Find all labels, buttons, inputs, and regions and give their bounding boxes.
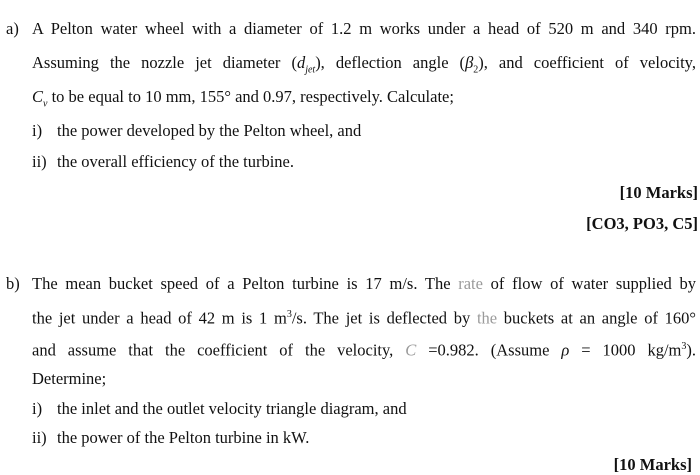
question-a-label: a) [6, 19, 19, 38]
question-b-item-2-num: ii) [32, 428, 47, 447]
question-a-line-1: A Pelton water wheel with a diameter of 1.2 m works under a head of 520 m and 340 rpm. [32, 19, 696, 38]
question-b-line-1: The mean bucket speed of a Pelton turbine is 17 m/s. The rate of flow of water supplied by [32, 274, 697, 293]
question-a-item-1-num: i) [32, 121, 43, 140]
question-a-item-2-text: the overall efficiency of the turbine. [57, 152, 295, 171]
question-b-line-3: and assume that the coefficient of the velocity, C =0.982. (Assume ρ = 1000 $kg/m^3$). [32, 340, 696, 360]
question-b-item-2-text: the power of the Pelton turbine in kW. [57, 428, 310, 447]
question-b-item-1-text: the inlet and the outlet velocity triangle diagram, and [57, 399, 407, 418]
question-b-line-4: Determine; [32, 369, 107, 388]
question-a-item-2-num: ii) [32, 152, 47, 171]
question-a-line-3: $C_v$ to be equal to 10 mm, 155° and 0.97, respectively. Calculate; [32, 87, 454, 110]
question-a-item-1-text: the power developed by the Pelton wheel, and [57, 121, 362, 140]
question-b-label: b) [6, 274, 20, 293]
question-b-line-2: the jet under a head of 42 m is 1 $m^3/s$. The jet is deflected by the buckets at an angle of 160° [32, 308, 696, 328]
question-a-marks: [10 Marks] [619, 183, 698, 202]
question-a-line-2: Assuming the nozzle jet diameter $(d_{jet})$, deflection angle $(\beta_2)$, and coefficient of velocity, [32, 53, 696, 76]
question-b-item-1-num: i) [32, 399, 43, 418]
question-b-marks-partial: [10 Marks] [613, 455, 692, 474]
question-a-outcomes: [CO3, PO3, C5] [586, 214, 698, 233]
